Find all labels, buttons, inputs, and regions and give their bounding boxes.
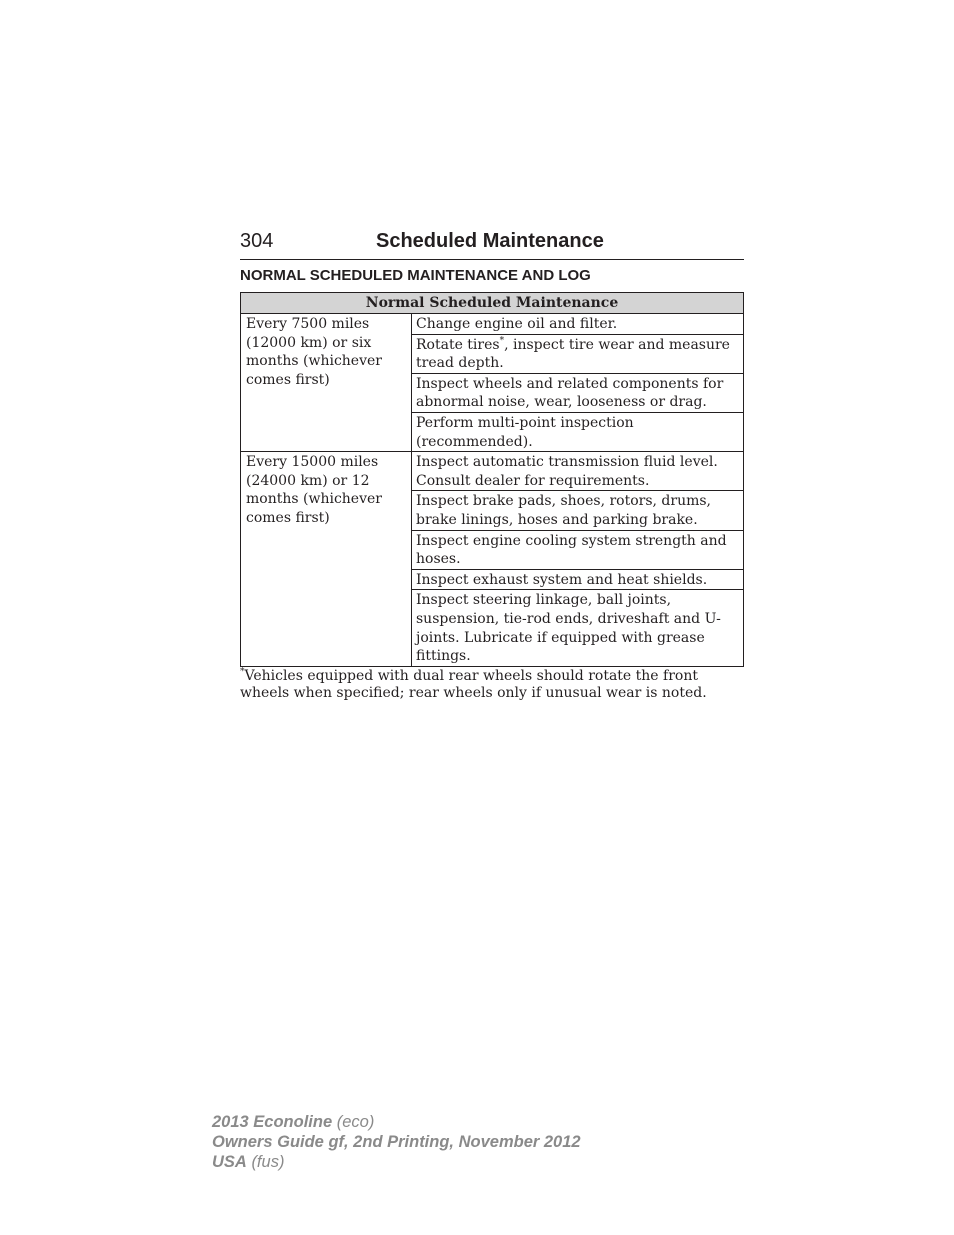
- footer-line-guide: [212, 1132, 581, 1152]
- footer-guide: Owners Guide gf, 2nd Printing, November 2012: [212, 1133, 581, 1151]
- footer-market-code: (fus): [251, 1153, 285, 1171]
- table-row: [241, 314, 744, 335]
- table-caption: Normal Scheduled Maintenance: [241, 293, 744, 314]
- footer-model-code: (eco): [336, 1113, 375, 1131]
- footer-line-market: [212, 1152, 581, 1172]
- task-cell: Inspect steering linkage, ball joints, suspension, tie-rod ends, driveshaft and U-joints. Lubricate if equipped with grease fittings.: [412, 590, 744, 666]
- footnote-marker: *: [240, 667, 245, 677]
- footer-model: 2013 Econoline: [212, 1113, 333, 1131]
- page-number: 304: [240, 230, 274, 252]
- task-cell: Rotate tires*, inspect tire wear and measure tread depth.: [412, 334, 744, 373]
- interval-cell: Every 15000 miles (24000 km) or 12 months (whichever comes first): [241, 452, 412, 667]
- page-header: [240, 229, 744, 260]
- footnote: [240, 668, 744, 702]
- table-caption-row: [241, 293, 744, 314]
- task-cell: Inspect wheels and related components for abnormal noise, wear, looseness or drag.: [412, 373, 744, 412]
- document-footer: [212, 1112, 581, 1172]
- footnote-text: Vehicles equipped with dual rear wheels should rotate the front wheels when specified; rear wheels only if unusual wear is noted.: [240, 668, 707, 701]
- interval-cell: Every 7500 miles (12000 km) or six months (whichever comes first): [241, 314, 412, 452]
- footer-market: USA: [212, 1153, 247, 1171]
- task-cell: Inspect automatic transmission fluid level. Consult dealer for requirements.: [412, 452, 744, 491]
- chapter-title: Scheduled Maintenance: [376, 230, 604, 252]
- maintenance-table: [240, 292, 744, 667]
- task-cell: Inspect brake pads, shoes, rotors, drums, brake linings, hoses and parking brake.: [412, 491, 744, 530]
- footnote-ref-marker: *: [499, 335, 505, 346]
- section-title: NORMAL SCHEDULED MAINTENANCE AND LOG: [240, 267, 591, 284]
- table-row: [241, 452, 744, 491]
- task-cell: Inspect engine cooling system strength and hoses.: [412, 530, 744, 569]
- task-cell: Change engine oil and filter.: [412, 314, 744, 335]
- footer-line-model: [212, 1112, 581, 1132]
- task-cell: Inspect exhaust system and heat shields.: [412, 569, 744, 590]
- task-cell: Perform multi-point inspection (recommended).: [412, 412, 744, 451]
